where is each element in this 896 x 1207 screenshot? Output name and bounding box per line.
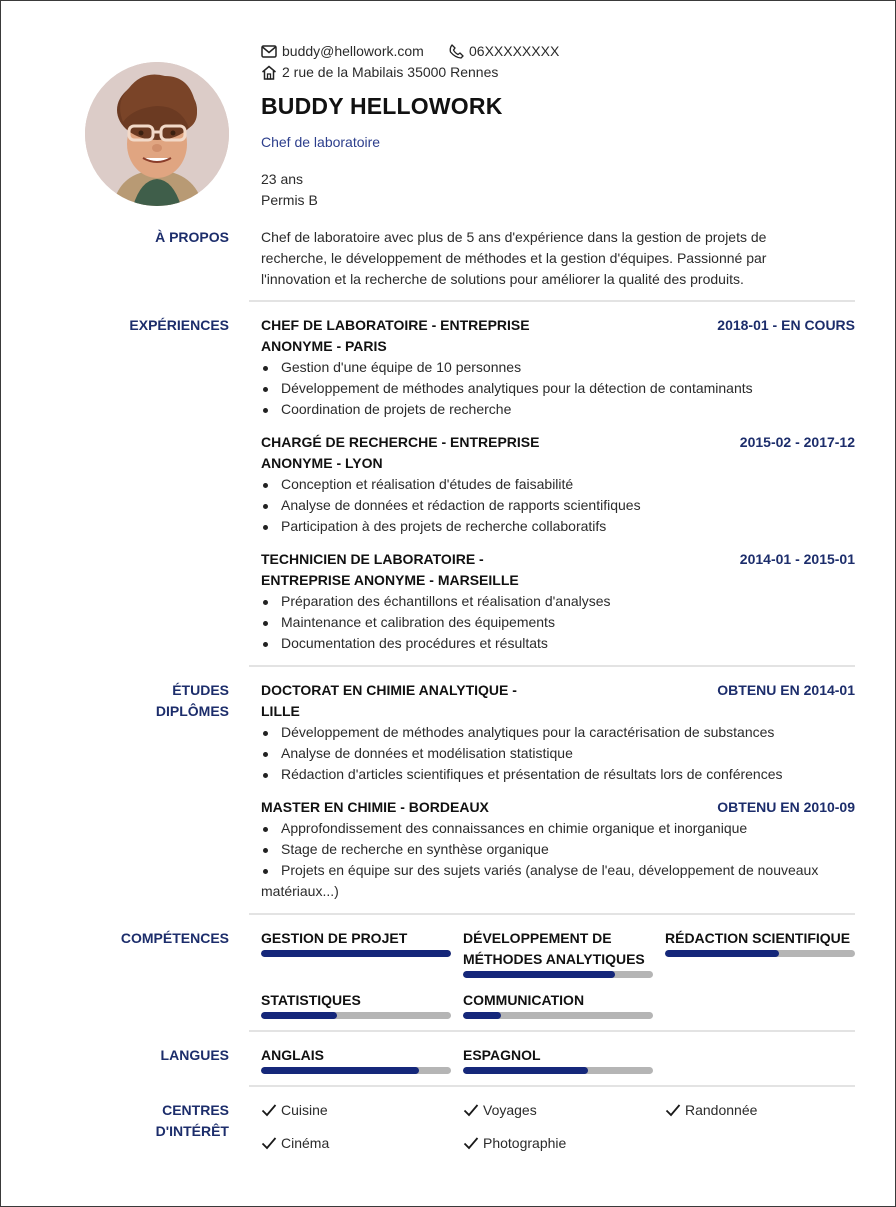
interest-name: Cinéma	[281, 1135, 330, 1151]
skill-bar-fill	[261, 1012, 337, 1019]
phone-icon	[448, 43, 464, 59]
list-item: Analyse de données et modélisation statistique	[261, 743, 855, 764]
section-label-line: CENTRES	[162, 1102, 229, 1118]
list-item: Gestion d'une équipe de 10 personnes	[261, 357, 855, 378]
list-item: Développement de méthodes analytiques pour la caractérisation de substances	[261, 722, 855, 743]
candidate-name: BUDDY HELLOWORK	[261, 93, 503, 119]
language-item	[261, 1045, 451, 1074]
contact-email[interactable]	[261, 43, 424, 59]
interest-item	[463, 1102, 537, 1118]
experience-title-line: CHARGÉ DE RECHERCHE - ENTREPRISE	[261, 434, 540, 450]
skill-item	[665, 928, 855, 957]
list-item-continuation: matériaux...)	[261, 883, 339, 899]
education-title-line: LILLE	[261, 703, 300, 719]
contact-address	[261, 64, 498, 80]
divider	[249, 1030, 855, 1032]
interest-item	[665, 1102, 757, 1118]
email-text[interactable]: buddy@hellowork.com	[282, 43, 424, 59]
interest-name: Voyages	[483, 1102, 537, 1118]
experience-bullets	[261, 357, 855, 420]
list-item: Approfondissement des connaissances en chimie organique et inorganique	[261, 818, 855, 839]
list-item: Participation à des projets de recherche collaboratifs	[261, 516, 855, 537]
experience-date: 2015-02 - 2017-12	[739, 434, 855, 450]
experience-title	[261, 549, 561, 591]
skill-bar	[261, 950, 451, 957]
education-title-line: MASTER EN CHIMIE - BORDEAUX	[261, 799, 489, 815]
experience-title	[261, 432, 561, 474]
interest-name: Cuisine	[281, 1102, 328, 1118]
experience-date: 2014-01 - 2015-01	[739, 551, 855, 567]
avatar	[85, 62, 229, 206]
section-label-interests	[69, 1100, 229, 1142]
list-item: Conception et réalisation d'études de faisabilité	[261, 474, 855, 495]
skill-item	[463, 928, 653, 978]
skill-bar-fill	[261, 950, 451, 957]
skill-bar-fill	[463, 971, 615, 978]
skill-item	[261, 990, 451, 1019]
education-title-line: DOCTORAT EN CHIMIE ANALYTIQUE -	[261, 682, 517, 698]
education-title	[261, 680, 561, 722]
section-label-about: À PROPOS	[155, 229, 229, 245]
skill-name: DÉVELOPPEMENT DE	[463, 930, 612, 946]
language-bar-fill	[463, 1067, 588, 1074]
section-label-education	[69, 680, 229, 722]
contact-phone[interactable]	[448, 43, 559, 59]
check-icon	[463, 1136, 479, 1150]
divider	[249, 665, 855, 667]
interest-name: Photographie	[483, 1135, 567, 1151]
experience-date: 2018-01 - EN COURS	[717, 317, 855, 333]
interest-name: Randonnée	[685, 1102, 758, 1118]
skill-bar-fill	[665, 950, 779, 957]
address-text: 2 rue de la Mabilais 35000 Rennes	[282, 64, 499, 80]
education-bullets	[261, 722, 855, 785]
education-date: OBTENU EN 2014-01	[717, 682, 855, 698]
check-icon	[665, 1103, 681, 1117]
list-item: Projets en équipe sur des sujets variés (analyse de l'eau, développement de nouveaux	[261, 860, 855, 881]
section-label-line: DIPLÔMES	[155, 703, 229, 719]
skill-bar	[665, 950, 855, 957]
skill-item	[261, 928, 451, 957]
email-icon	[261, 43, 277, 59]
divider	[249, 913, 855, 915]
list-item: Analyse de données et rédaction de rapports scientifiques	[261, 495, 855, 516]
section-label-languages: LANGUES	[160, 1047, 229, 1063]
interest-item	[261, 1135, 329, 1151]
list-item: Rédaction d'articles scientifiques et présentation de résultats lors de conférences	[261, 764, 855, 785]
phone-text[interactable]: 06XXXXXXXX	[469, 43, 560, 59]
check-icon	[463, 1103, 479, 1117]
skill-name: GESTION DE PROJET	[261, 930, 408, 946]
skill-name: MÉTHODES ANALYTIQUES	[463, 951, 645, 967]
section-label-line: ÉTUDES	[172, 682, 229, 698]
list-item: Développement de méthodes analytiques pour la détection de contaminants	[261, 378, 855, 399]
age: 23 ans	[261, 171, 304, 187]
skill-name: STATISTIQUES	[261, 992, 361, 1008]
divider	[249, 300, 855, 302]
education-title	[261, 797, 561, 818]
skill-bar	[261, 1012, 451, 1019]
list-item: Coordination de projets de recherche	[261, 399, 855, 420]
skill-bar	[463, 971, 653, 978]
language-bar-fill	[261, 1067, 419, 1074]
experience-title-line: ENTREPRISE ANONYME - MARSEILLE	[261, 572, 519, 588]
divider	[249, 1085, 855, 1087]
interest-item	[463, 1135, 566, 1151]
section-label-skills: COMPÉTENCES	[120, 930, 229, 946]
list-item: Stage de recherche en synthèse organique	[261, 839, 855, 860]
experience-bullets	[261, 591, 855, 654]
education-date: OBTENU EN 2010-09	[717, 799, 855, 815]
experience-title-line: ANONYME - LYON	[261, 455, 383, 471]
experience-title-line: TECHNICIEN DE LABORATOIRE -	[261, 551, 484, 567]
experience-bullets	[261, 474, 855, 537]
home-icon	[261, 64, 277, 80]
list-item: Préparation des échantillons et réalisation d'analyses	[261, 591, 855, 612]
experience-title	[261, 315, 561, 357]
language-name: ANGLAIS	[261, 1047, 324, 1063]
experience-title-line: CHEF DE LABORATOIRE - ENTREPRISE	[261, 317, 530, 333]
job-title: Chef de laboratoire	[261, 134, 381, 150]
list-item: Documentation des procédures et résultats	[261, 633, 855, 654]
section-label-line: D'INTÉRÊT	[155, 1123, 229, 1139]
license: Permis B	[261, 192, 318, 208]
about-text	[261, 227, 821, 290]
about-line: Chef de laboratoire avec plus de 5 ans d'expérience dans la gestion de projets de	[261, 229, 767, 245]
about-line: l'innovation et la recherche de solutions pour améliorer la qualité des produits.	[261, 271, 744, 287]
language-bar	[463, 1067, 653, 1074]
skill-name: COMMUNICATION	[463, 992, 585, 1008]
skill-item	[463, 990, 653, 1019]
section-label-experiences: EXPÉRIENCES	[129, 317, 229, 333]
language-name: ESPAGNOL	[463, 1047, 541, 1063]
language-item	[463, 1045, 653, 1074]
skill-bar-fill	[463, 1012, 501, 1019]
about-line: recherche, le développement de méthodes et la gestion d'équipes. Passionné par	[261, 250, 767, 266]
skill-bar	[463, 1012, 653, 1019]
list-item: Maintenance et calibration des équipements	[261, 612, 855, 633]
education-bullets	[261, 818, 855, 881]
interest-item	[261, 1102, 328, 1118]
check-icon	[261, 1136, 277, 1150]
language-bar	[261, 1067, 451, 1074]
check-icon	[261, 1103, 277, 1117]
experience-title-line: ANONYME - PARIS	[261, 338, 387, 354]
skill-name: RÉDACTION SCIENTIFIQUE	[665, 930, 851, 946]
